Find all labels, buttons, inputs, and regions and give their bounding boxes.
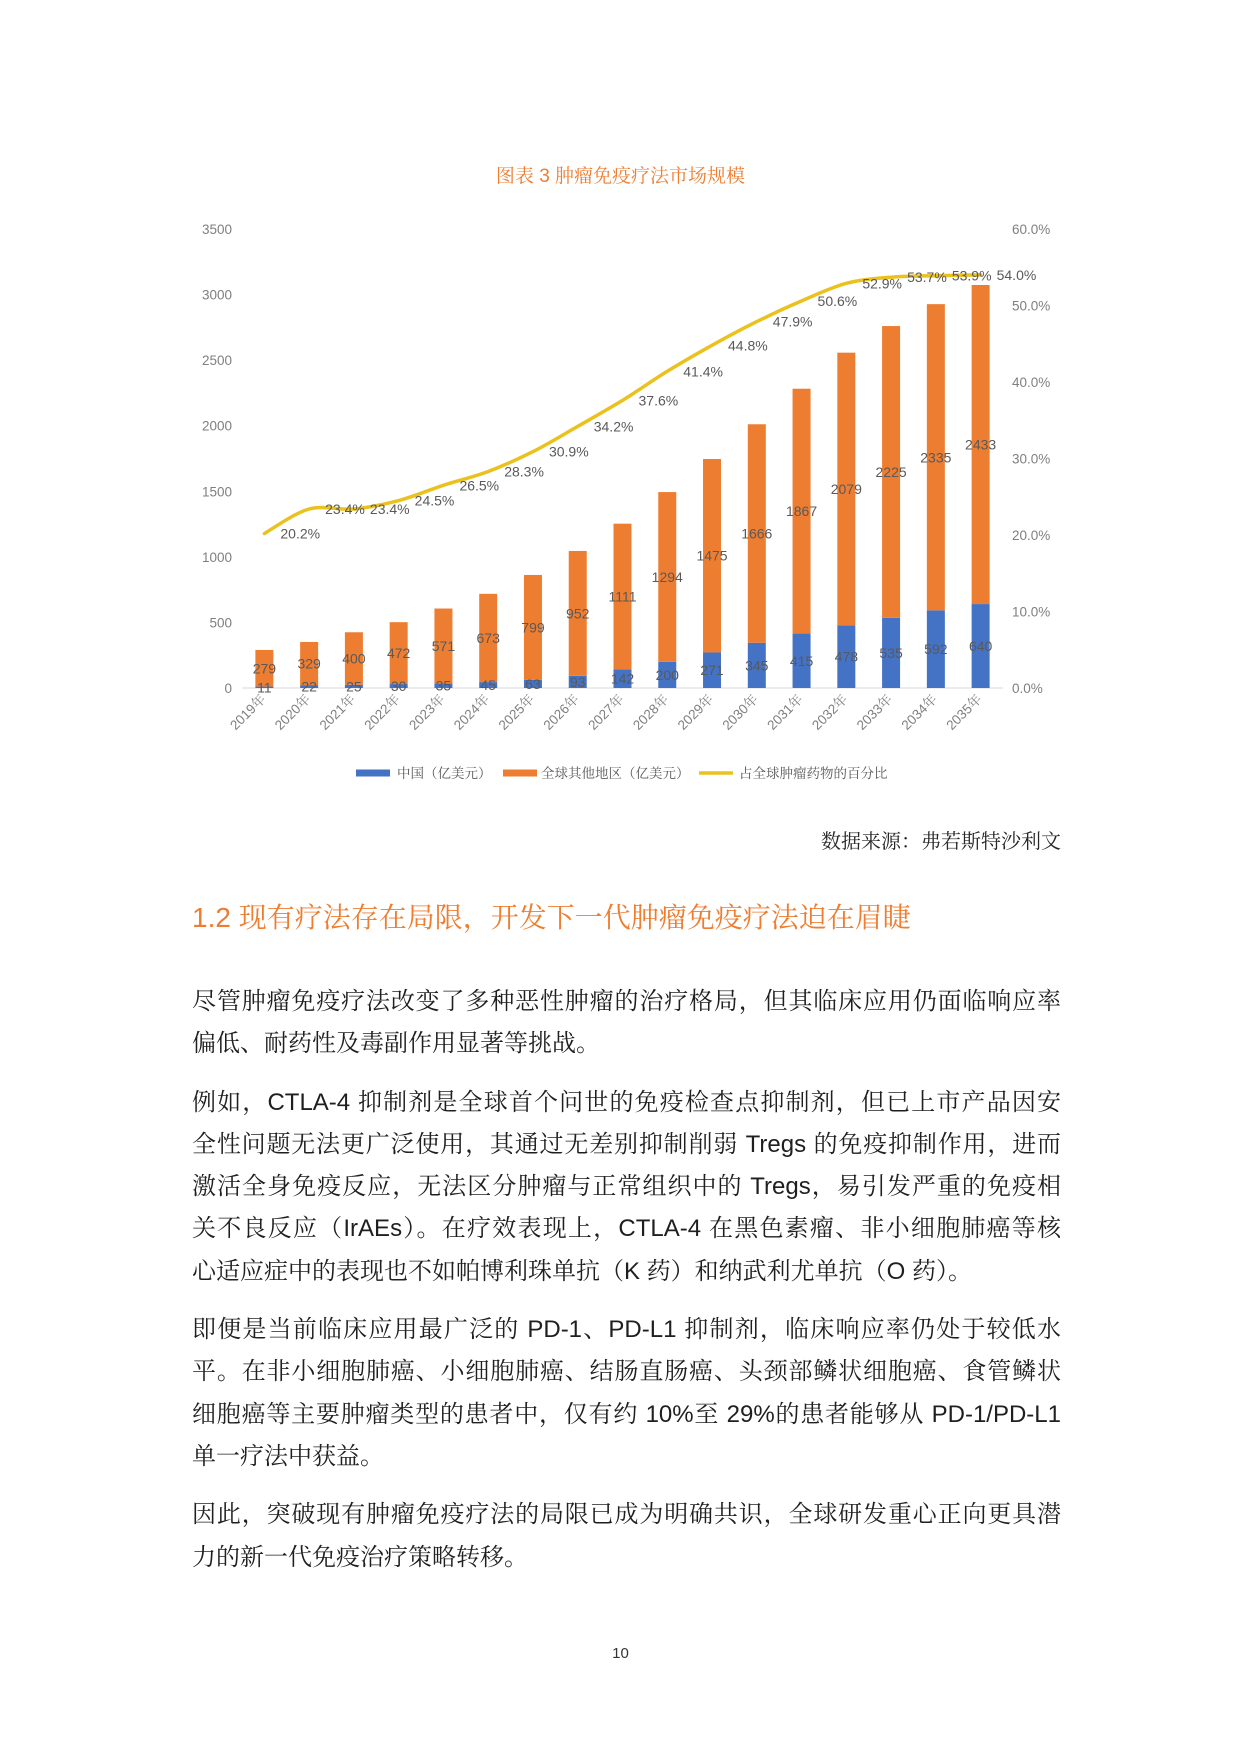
data-label-china: 93 <box>569 673 586 690</box>
paragraph-line: 例如，CTLA-4 抑制剂是全球首个问世的免疫检查点抑制剂，但已上市产品因安 <box>192 1088 1061 1116</box>
x-axis-tick-label: 2032年 <box>809 691 851 733</box>
data-label-rest-of-world: 952 <box>566 605 590 622</box>
paragraph-line: 力的新一代免疫治疗策略转移。 <box>192 1543 528 1571</box>
data-label-china: 11 <box>257 679 272 696</box>
data-source-note: 数据来源：弗若斯特沙利文 <box>821 831 1061 853</box>
data-label-rest-of-world: 1294 <box>651 568 683 585</box>
data-label-rest-of-world: 1867 <box>785 503 818 520</box>
data-label-rest-of-world: 1475 <box>696 547 728 564</box>
data-label-percentage: 23.4% <box>369 500 410 517</box>
data-label-percentage: 28.3% <box>504 463 544 480</box>
y-axis-tick-label: 1000 <box>201 549 232 565</box>
data-label-rest-of-world: 2433 <box>965 436 997 453</box>
data-label-percentage: 34.2% <box>593 418 634 435</box>
data-label-rest-of-world: 2335 <box>920 449 952 466</box>
data-label-china: 535 <box>879 644 903 661</box>
paragraph-line: 心适应症中的表现也不如帕博利珠单抗（K 药）和纳武利尤单抗（O 药）。 <box>192 1257 973 1285</box>
percentage-line <box>264 275 980 534</box>
paragraph-line: 平。在非小细胞肺癌、小细胞肺癌、结肠直肠癌、头颈部鳞状细胞癌、食管鳞状 <box>192 1358 1061 1386</box>
data-label-percentage: 47.9% <box>772 313 813 330</box>
data-label-percentage: 30.9% <box>548 443 589 460</box>
data-label-rest-of-world: 1666 <box>741 525 773 542</box>
y-axis-tick-label: 1500 <box>201 484 232 500</box>
x-axis-tick-label: 2021年 <box>316 691 359 733</box>
paragraph-line: 因此，突破现有肿瘤免疫疗法的局限已成为明确共识，全球研发重心正向更具潜 <box>192 1501 1061 1529</box>
paragraph-line: 细胞癌等主要肿瘤类型的患者中，仅有约 10%至 29%的患者能够从 PD-1/PD-L1 <box>192 1400 1061 1428</box>
paragraph-line: 即便是当前临床应用最广泛的 PD-1、PD-L1 抑制剂，临床响应率仍处于较低水 <box>192 1316 1061 1344</box>
data-label-percentage: 53.7% <box>907 269 947 286</box>
x-axis-tick-label: 2034年 <box>898 691 940 733</box>
y2-axis-tick-label: 60.0% <box>1012 222 1051 237</box>
data-label-china: 30 <box>390 678 407 695</box>
data-label-percentage: 26.5% <box>459 477 500 494</box>
paragraph-line: 尽管肿瘤免疫疗法改变了多种恶性肿瘤的治疗格局，但其临床应用仍面临响应率 <box>192 988 1061 1015</box>
y-axis-tick-label: 2000 <box>201 418 232 434</box>
legend-item-china <box>356 765 492 781</box>
legend-item-percentage <box>699 765 888 781</box>
data-label-china: 478 <box>834 648 859 665</box>
y-axis-tick-label: 0 <box>224 681 232 696</box>
x-axis-tick-label: 2022年 <box>361 691 403 733</box>
data-label-china: 63 <box>525 675 541 692</box>
data-label-rest-of-world: 571 <box>431 637 456 654</box>
data-label-percentage: 53.9% <box>951 267 992 284</box>
data-label-percentage: 44.8% <box>728 337 768 354</box>
data-label-rest-of-world: 2079 <box>830 480 862 497</box>
x-axis-tick-label: 2030年 <box>719 691 761 733</box>
x-axis-tick-label: 2035年 <box>943 691 985 733</box>
legend-item-rest-of-world <box>503 765 690 781</box>
y2-axis-tick-label: 30.0% <box>1012 451 1051 467</box>
x-axis-tick-label: 2020年 <box>271 691 314 733</box>
data-label-china: 592 <box>924 641 948 658</box>
y2-axis-tick-label: 10.0% <box>1012 604 1051 620</box>
data-label-percentage: 24.5% <box>414 492 455 509</box>
y-axis-tick-label: 3000 <box>201 287 232 303</box>
x-axis-tick-label: 2033年 <box>853 691 896 733</box>
page-number: 10 <box>612 1645 629 1662</box>
body-text <box>192 981 1061 1595</box>
data-label-china: 35 <box>435 677 452 694</box>
paragraph-line: 单一疗法中获益。 <box>192 1442 384 1470</box>
data-label-china: 640 <box>968 638 993 655</box>
data-label-rest-of-world: 279 <box>252 660 277 677</box>
chart-legend <box>356 765 888 781</box>
y-axis-tick-label: 3500 <box>201 222 232 237</box>
data-label-rest-of-world: 2225 <box>875 463 907 480</box>
data-label-percentage: 52.9% <box>862 275 903 292</box>
data-label-rest-of-world: 329 <box>297 655 321 672</box>
legend-label-rest-of-world: 全球其他地区（亿美元） <box>541 766 690 781</box>
x-axis-tick-label: 2028年 <box>629 691 672 733</box>
data-label-rest-of-world: 472 <box>386 645 411 662</box>
x-axis-tick-label: 2027年 <box>585 691 627 733</box>
data-label-percentage: 37.6% <box>638 392 679 409</box>
section-heading: 1.2 现有疗法存在局限，开发下一代肿瘤免疫疗法迫在眉睫 <box>192 902 911 933</box>
data-label-rest-of-world: 1111 <box>608 588 637 605</box>
data-label-china: 22 <box>301 678 317 695</box>
data-label-china: 271 <box>700 662 724 679</box>
data-label-rest-of-world: 799 <box>521 619 545 636</box>
legend-label-percentage: 占全球肿瘤药物的百分比 <box>739 766 888 781</box>
paragraph-line: 关不良反应（IrAEs）。在疗效表现上，CTLA-4 在黑色素瘤、非小细胞肺癌等核 <box>192 1215 1061 1243</box>
data-label-china: 200 <box>655 666 679 683</box>
x-axis-tick-label: 2024年 <box>450 691 493 733</box>
paragraph-line: 偏低、耐药性及毒副作用显著等挑战。 <box>192 1030 600 1058</box>
legend-swatch-china <box>356 770 390 777</box>
paragraph-line: 激活全身免疫反应，无法区分肿瘤与正常组织中的 Tregs，易引发严重的免疫相 <box>192 1173 1061 1201</box>
x-axis-tick-label: 2029年 <box>674 691 717 733</box>
data-label-percentage: 41.4% <box>683 363 723 380</box>
data-label-percentage: 54.0% <box>996 266 1037 283</box>
y2-axis-tick-label: 50.0% <box>1012 298 1051 314</box>
data-label-percentage: 20.2% <box>280 525 321 542</box>
y-axis-tick-label: 2500 <box>201 353 232 369</box>
data-label-rest-of-world: 400 <box>342 650 366 667</box>
data-label-percentage: 50.6% <box>817 292 858 309</box>
y2-axis-tick-label: 20.0% <box>1012 528 1051 543</box>
y2-axis-tick-label: 40.0% <box>1012 375 1051 390</box>
x-axis-tick-label: 2025年 <box>495 691 538 733</box>
market-size-chart <box>0 200 1241 800</box>
x-axis-tick-label: 2026年 <box>540 691 582 733</box>
y-axis-tick-label: 500 <box>209 615 232 631</box>
chart-bars <box>252 285 989 688</box>
x-axis-tick-label: 2019年 <box>227 691 269 733</box>
legend-label-china: 中国（亿美元） <box>397 766 492 781</box>
data-label-china: 345 <box>745 657 769 674</box>
x-axis-tick-label: 2031年 <box>764 691 806 733</box>
body-paragraph <box>192 1494 1061 1579</box>
data-label-china: 142 <box>610 670 635 687</box>
body-paragraph <box>192 1082 1061 1293</box>
data-label-china: 415 <box>789 652 814 669</box>
figure-caption: 图表 3 肿瘤免疫疗法市场规模 <box>495 166 746 187</box>
legend-swatch-rest-of-world <box>503 770 537 777</box>
body-paragraph <box>192 981 1061 1066</box>
body-paragraph <box>192 1309 1061 1478</box>
y2-axis-tick-label: 0.0% <box>1012 681 1043 696</box>
data-label-china: 45 <box>480 677 496 694</box>
x-axis-tick-label: 2023年 <box>406 691 448 733</box>
paragraph-line: 全性问题无法更广泛使用，其通过无差别抑制削弱 Tregs 的免疫抑制作用，进而 <box>192 1130 1061 1158</box>
data-label-rest-of-world: 673 <box>476 629 500 646</box>
data-label-percentage: 23.4% <box>325 500 365 517</box>
data-label-china: 25 <box>346 678 362 695</box>
chart-line <box>264 267 1036 542</box>
